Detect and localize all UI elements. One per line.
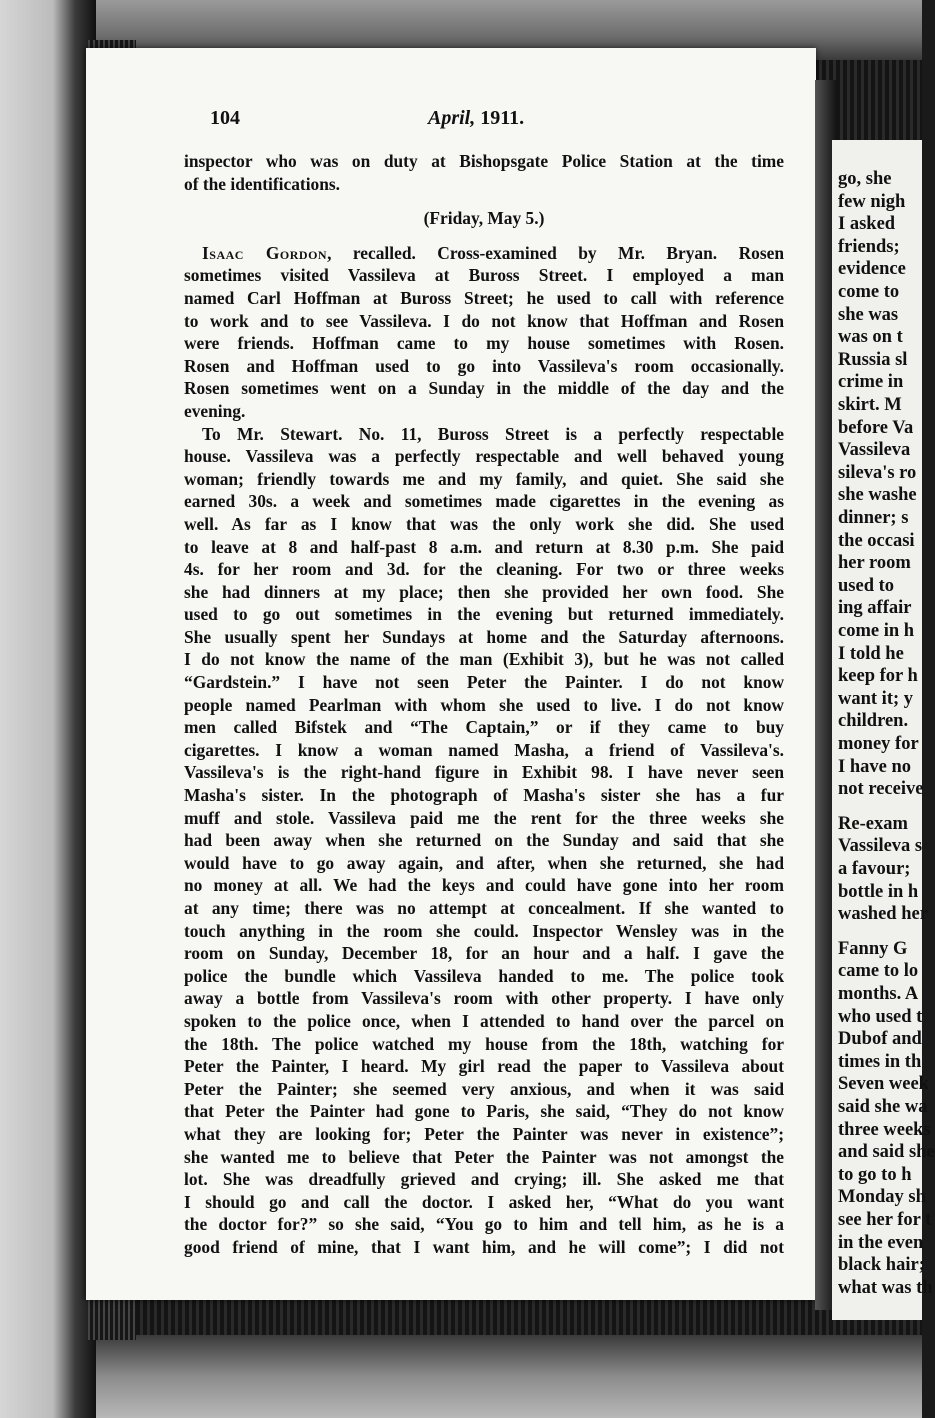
facing-page-fragment: sileva's ro xyxy=(838,462,917,483)
text-line: touch anything in the room she could. Inspector Wensley was in the xyxy=(184,920,784,941)
running-head-year: 1911. xyxy=(480,107,525,129)
text-line: named Carl Hoffman at Buross Street; he used to call with reference xyxy=(184,287,784,308)
text-line: sometimes visited Vassileva at Buross Street. I employed a man xyxy=(184,265,784,286)
facing-page-fragment: was on t xyxy=(838,327,903,348)
text-line: would have to go away again, and after, when she returned, she had xyxy=(184,852,784,873)
facing-page-fragment: to go to h xyxy=(838,1164,912,1185)
facing-page-fragment: skirt. M xyxy=(838,395,902,415)
facing-page-fragment: see her for t xyxy=(838,1210,932,1230)
section-heading: (Friday, May 5.) xyxy=(423,208,545,229)
facing-page-fragment: not receive xyxy=(838,779,924,800)
facing-page-fragment: ing affair xyxy=(838,598,912,619)
text-line: Peter the Painter, I heard. My girl read the paper to Vassileva about xyxy=(184,1056,784,1077)
text-line: people named Pearlman with whom she used to live. I do not know xyxy=(184,694,784,715)
facing-page-fragment: I asked xyxy=(838,214,896,235)
facing-page-fragment: Seven week xyxy=(838,1074,929,1095)
facing-page-fragment: three weeks xyxy=(838,1119,931,1140)
running-head-month: April, xyxy=(428,107,476,129)
facing-page-fragment: dinner; s xyxy=(838,508,909,528)
text-line: inspector who was on duty at Bishopsgate Police Station at the time xyxy=(184,151,784,171)
text-line xyxy=(184,242,784,265)
text-line: used to go out sometimes in the evening but returned immediately. xyxy=(184,604,784,625)
facing-page-fragment: months. A xyxy=(838,984,919,1004)
facing-page-fragment: she washe xyxy=(838,485,917,506)
facing-page-fragment: in the even xyxy=(838,1232,924,1253)
text-line: at any time; there was no attempt at concealment. If she wanted to xyxy=(184,898,784,918)
facing-page-fragment: crime in xyxy=(838,372,904,393)
facing-page-fragment: Fanny G xyxy=(838,938,908,959)
facing-page-fragment: Dubof and xyxy=(838,1029,922,1050)
running-head-date xyxy=(428,107,524,130)
text-line: house. Vassileva was a perfectly respectable and well behaved young xyxy=(184,446,784,467)
facing-page-fragment: Vassileva xyxy=(838,440,911,461)
text-line: room on Sunday, December 18, for an hour and a half. I gave the xyxy=(184,943,784,964)
text-line: Rosen and Hoffman used to go into Vassileva's room occasionally. xyxy=(184,355,784,376)
facing-page-fragment: black hair; xyxy=(838,1255,925,1276)
text-line: away a bottle from Vassileva's room with other property. I have only xyxy=(184,988,784,1009)
text-line: to work and to see Vassileva. I do not know that Hoffman and Rosen xyxy=(184,310,784,331)
facing-page-fragment: came to lo xyxy=(838,961,919,982)
facing-page-fragment: said she wa xyxy=(838,1097,928,1117)
facing-page-fragment: want it; y xyxy=(838,688,914,709)
text-line: to leave at 8 and half-past 8 a.m. and return at 8.30 p.m. She paid xyxy=(184,536,784,557)
text-line: To Mr. Stewart. No. 11, Buross Street is a perfectly respectable xyxy=(202,423,784,444)
text-line: Rosen sometimes went on a Sunday in the middle of the day and the xyxy=(184,378,784,399)
facing-page-fragment: used to xyxy=(838,575,895,596)
facing-page-fragment: what was th xyxy=(838,1277,933,1298)
facing-page-fragment: come to xyxy=(838,282,900,302)
text-line: lot. She was dreadfully grieved and crying; ill. She asked me that xyxy=(184,1169,784,1190)
text-line: “Gardstein.” I have not seen Peter the Painter. I do not know xyxy=(184,672,784,693)
text-line: men called Bifstek and “The Captain,” or if they came to buy xyxy=(184,717,784,738)
scan-left-margin xyxy=(0,0,96,1418)
text-line: well. As far as I know that was the only work she did. She used xyxy=(184,513,784,534)
facing-page-fragment: who used t xyxy=(838,1006,923,1027)
text-line: good friend of mine, that I want him, and he will come”; I did not xyxy=(184,1236,784,1257)
text-line: I should go and call the doctor. I asked her, “What do you want xyxy=(184,1191,784,1212)
page-number: 104 xyxy=(210,107,240,129)
text-line: spoken to the police once, when I attended to hand over the parcel on xyxy=(184,1010,784,1031)
text-line: the 18th. The police watched my house from the 18th, watching for xyxy=(184,1033,784,1054)
paragraph-gap xyxy=(184,230,784,242)
text-line: woman; friendly towards me and my family, and quiet. She said she xyxy=(184,468,784,489)
facing-page-fragment: children. xyxy=(838,711,909,732)
text-line: I do not know the name of the man (Exhibit 3), but he was not called xyxy=(184,649,784,670)
facing-page-fragment: keep for h xyxy=(838,666,918,687)
facing-page-fragment: Russia sl xyxy=(838,349,908,370)
facing-page-fragment: her room xyxy=(838,553,911,574)
text-line: were friends. Hoffman came to my house sometimes with Rosen. xyxy=(184,333,784,354)
facing-page-fragment: Vassileva s xyxy=(838,836,923,857)
facing-page xyxy=(832,140,935,1320)
paragraph-gap xyxy=(184,195,784,207)
text-line: 4s. for her room and 3d. for the cleaning. For two or three weeks xyxy=(184,559,784,580)
page-body-text xyxy=(184,150,784,1259)
facing-page-fragment: few nigh xyxy=(838,191,906,212)
text-line: what they are looking for; Peter the Painter was never in existence”; xyxy=(184,1123,784,1144)
text-line: cigarettes. I know a woman named Masha, a friend of Vassileva's. xyxy=(184,739,784,760)
text-line: earned 30s. a week and sometimes made cigarettes in the evening as xyxy=(184,491,784,512)
facing-page-fragment: bottle in h xyxy=(838,881,919,902)
scan-bottom-edge xyxy=(0,1335,922,1418)
text-line: She usually spent her Sundays at home and the Saturday afternoons. xyxy=(184,626,784,647)
facing-page-fragment: go, she xyxy=(838,169,892,189)
text-line: she had dinners at my place; then she provided her own food. She xyxy=(184,581,784,602)
text-line: no money at all. We had the keys and could have gone into her room xyxy=(184,875,784,896)
facing-page-fragment: come in h xyxy=(838,621,915,641)
facing-page-fragment: evidence xyxy=(838,259,906,280)
text-line: Vassileva's is the right-hand figure in Exhibit 98. I have never seen xyxy=(184,762,784,783)
text-line-rest: , recalled. Cross-examined by Mr. Bryan. Rosen xyxy=(327,242,784,263)
facing-page-fragment: before Va xyxy=(838,417,914,438)
text-line: of the identifications. xyxy=(184,173,341,194)
facing-page-fragment: I have no xyxy=(838,756,911,777)
text-line: evening. xyxy=(184,400,246,421)
facing-page-fragment: Re-exam xyxy=(838,813,908,834)
text-line: the doctor for?” so she said, “You go to him and tell him, as he is a xyxy=(184,1214,784,1235)
text-line: she wanted me to believe that Peter the Painter was not amongst the xyxy=(184,1146,784,1167)
facing-page-fragment: washed her xyxy=(838,904,928,925)
facing-page-fragment: money for xyxy=(838,734,919,754)
text-line: muff and stole. Vassileva paid me the rent for the three weeks she xyxy=(184,807,784,828)
witness-name: Isaac Gordon xyxy=(202,242,328,263)
facing-page-fragment: friends; xyxy=(838,236,900,257)
facing-page-fragment: a favour; xyxy=(838,859,911,879)
facing-page-fragment: times in th xyxy=(838,1051,922,1072)
text-line: that Peter the Painter had gone to Paris, she said, “They do not know xyxy=(184,1101,784,1122)
facing-page-fragment: she was xyxy=(838,304,899,325)
facing-page-fragment: and said she xyxy=(838,1142,935,1163)
facing-page-fragment: I told he xyxy=(838,643,904,664)
text-line: had been away when she returned on the Sunday and said that she xyxy=(184,830,784,851)
text-line: Masha's sister. In the photograph of Masha's sister she has a fur xyxy=(184,785,784,806)
text-line: police the bundle which Vassileva handed to me. The police took xyxy=(184,965,784,986)
facing-page-fragment: the occasi xyxy=(838,530,915,551)
facing-page-fragment: Monday sh xyxy=(838,1187,926,1208)
text-line: Peter the Painter; she seemed very anxious, and when it was said xyxy=(184,1078,784,1099)
